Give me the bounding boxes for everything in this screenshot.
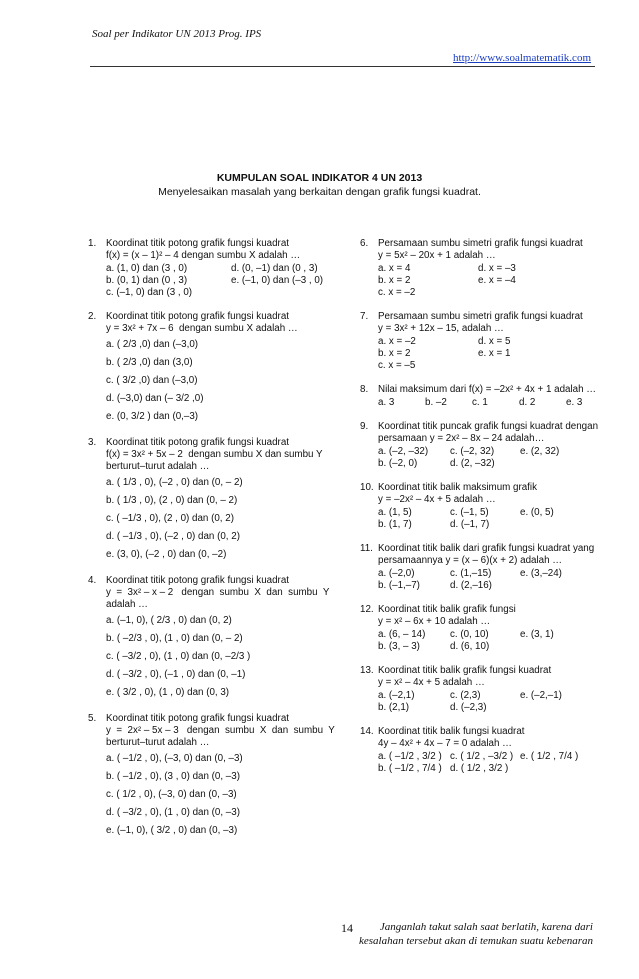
question-stem: Koordinat titik balik grafik fungsi kuadrat y = x² – 4x + 5 adalah … <box>378 665 552 688</box>
page-number: 14 <box>341 921 353 935</box>
answer-option: c. (–1, 5) <box>450 507 489 518</box>
answer-option: b. (–2, 0) <box>378 458 418 469</box>
answer-option: a. (1, 5) <box>378 507 412 518</box>
answer-option: a. ( 2/3 ,0) dan (–3,0) <box>106 339 199 350</box>
answer-option: c. x = –5 <box>378 360 416 371</box>
right-question-column <box>360 238 602 787</box>
option-row <box>378 336 602 348</box>
answer-option: e. (3, 0), (–2 , 0) dan (0, –2) <box>106 549 227 560</box>
answer-option: d. x = –3 <box>478 263 516 274</box>
question-number: 8. <box>360 384 369 395</box>
answer-option: a. (–2,0) <box>378 568 415 579</box>
question-item <box>88 575 343 701</box>
answer-options <box>106 263 343 299</box>
question-number: 14. <box>360 726 374 737</box>
answer-options <box>378 629 602 653</box>
answer-option: b. ( –1/2 , 7/4 ) <box>378 763 442 774</box>
answer-option: c. 1 <box>472 397 488 408</box>
answer-option: b. (3, – 3) <box>378 641 420 652</box>
answer-options <box>378 336 602 372</box>
answer-option: c. (2,3) <box>450 690 481 701</box>
answer-options <box>378 397 602 409</box>
option-row <box>378 507 602 519</box>
document-subtitle: Menyelesaikan masalah yang berkaitan dengan grafik fungsi kuadrat. <box>158 186 481 198</box>
question-stem: Koordinat titik puncak grafik fungsi kuadrat dengan persamaan y = 2x² – 8x – 24 adalah… <box>378 421 601 444</box>
answer-option: b. (2,1) <box>378 702 410 713</box>
answer-option <box>478 287 588 299</box>
question-number: 3. <box>88 437 97 448</box>
answer-option: e. (3, 1) <box>520 629 554 640</box>
answer-option: d. (6, 10) <box>450 641 490 652</box>
question-item <box>360 665 602 714</box>
option-row <box>378 458 602 470</box>
answer-option: c. (0, 10) <box>450 629 489 640</box>
answer-option <box>478 360 588 372</box>
answer-option: a. ( –1/2 , 3/2 ) <box>378 751 442 762</box>
answer-option: c. (1,–15) <box>450 568 492 579</box>
answer-option: a. ( –1/2 , 0), (–3, 0) dan (0, –3) <box>106 753 243 764</box>
answer-option: e. 3 <box>566 397 583 408</box>
answer-option: d. (2, –32) <box>450 458 495 469</box>
header-website-link[interactable]: http://www.soalmatematik.com <box>453 52 591 64</box>
answer-option: a. (6, – 14) <box>378 629 426 640</box>
answer-options <box>378 751 602 775</box>
question-item <box>360 421 602 470</box>
answer-option: e. (–2,–1) <box>520 690 562 701</box>
answer-option: c. ( –1/3 , 0), (2 , 0) dan (0, 2) <box>106 513 234 524</box>
answer-option: b. ( –2/3 , 0), (1 , 0) dan (0, – 2) <box>106 633 243 644</box>
option-row <box>378 568 602 580</box>
answer-option: d. ( –3/2 , 0), (1 , 0) dan (0, –3) <box>106 807 240 818</box>
question-item <box>360 238 602 299</box>
question-item <box>360 726 602 775</box>
answer-option: e. (–1, 0) dan (–3 , 0) <box>231 275 324 286</box>
question-number: 1. <box>88 238 97 249</box>
answer-option: d. ( 1/2 , 3/2 ) <box>450 763 509 774</box>
answer-option: e. (0, 5) <box>520 507 554 518</box>
question-item <box>88 311 343 425</box>
answer-option: b. x = 2 <box>378 275 411 286</box>
answer-option: d. (–1, 7) <box>450 519 490 530</box>
answer-option: c. ( 3/2 ,0) dan (–3,0) <box>106 375 198 386</box>
question-number: 13. <box>360 665 374 676</box>
question-item <box>360 543 602 592</box>
question-number: 12. <box>360 604 374 615</box>
answer-option: b. –2 <box>425 397 447 408</box>
answer-option: c. (–1, 0) dan (3 , 0) <box>106 287 193 298</box>
question-stem: Koordinat titik potong grafik fungsi kuadrat f(x) = (x – 1)² – 4 dengan sumbu X adalah … <box>106 238 301 261</box>
option-row <box>378 360 602 372</box>
option-row <box>378 629 602 641</box>
answer-options <box>378 568 602 592</box>
answer-option: a. (1, 0) dan (3 , 0) <box>106 263 188 274</box>
answer-option: d. x = 5 <box>478 336 511 347</box>
question-stem: Koordinat titik potong grafik fungsi kuadrat y = 3x² – x – 2 dengan sumbu X dan sumbu Y adalah … <box>106 575 330 610</box>
answer-option: b. (0, 1) dan (0 , 3) <box>106 275 188 286</box>
answer-options <box>378 446 602 470</box>
answer-option: b. ( –1/2 , 0), (3 , 0) dan (0, –3) <box>106 771 240 782</box>
answer-options <box>378 507 602 531</box>
answer-options <box>378 263 602 299</box>
question-stem: Persamaan sumbu simetri grafik fungsi kuadrat y = 3x² + 12x – 15, adalah … <box>378 311 583 334</box>
footer-quote: Janganlah takut salah saat berlatih, karena dari kesalahan tersebut akan di temukan suatu kebenaran <box>358 921 593 947</box>
option-row <box>378 751 602 763</box>
answer-option: d. (–3,0) dan (– 3/2 ,0) <box>106 393 204 404</box>
answer-option: e. ( 1/2 , 7/4 ) <box>520 751 579 762</box>
answer-option <box>520 763 600 775</box>
answer-options <box>106 751 343 839</box>
question-stem: Koordinat titik balik grafik fungsi y = x² – 6x + 10 adalah … <box>378 604 516 627</box>
answer-option: b. (–1,–7) <box>378 580 420 591</box>
answer-option: b. x = 2 <box>378 348 411 359</box>
answer-option: a. (–2, –32) <box>378 446 429 457</box>
answer-option <box>520 702 600 714</box>
answer-option: e. ( 3/2 , 0), (1 , 0) dan (0, 3) <box>106 687 230 698</box>
question-item <box>88 437 343 563</box>
answer-options <box>106 337 343 425</box>
option-row <box>378 690 602 702</box>
answer-option: b. ( 2/3 ,0) dan (3,0) <box>106 357 193 368</box>
answer-option: e. (–1, 0), ( 3/2 , 0) dan (0, –3) <box>106 825 238 836</box>
answer-option: a. (–2,1) <box>378 690 415 701</box>
answer-options <box>106 475 343 563</box>
answer-option: a. x = 4 <box>378 263 411 274</box>
answer-option: a. 3 <box>378 397 395 408</box>
option-row <box>106 263 343 275</box>
question-stem: Koordinat titik potong grafik fungsi kuadrat y = 2x² – 5x – 3 dengan sumbu X dan sumbu Y berturut–turut adalah … <box>106 713 335 748</box>
question-number: 7. <box>360 311 369 322</box>
question-stem: Koordinat titik balik fungsi kuadrat 4y – 4x² + 4x – 7 = 0 adalah … <box>378 726 525 749</box>
answer-option: a. (–1, 0), ( 2/3 , 0) dan (0, 2) <box>106 615 232 626</box>
answer-option <box>520 580 600 592</box>
option-row <box>378 446 602 458</box>
option-row <box>378 641 602 653</box>
answer-option: c. x = –2 <box>378 287 416 298</box>
answer-option: c. (–2, 32) <box>450 446 495 457</box>
answer-option: d. ( –1/3 , 0), (–2 , 0) dan (0, 2) <box>106 531 240 542</box>
option-row <box>378 580 602 592</box>
question-stem: Persamaan sumbu simetri grafik fungsi kuadrat y = 5x² – 20x + 1 adalah … <box>378 238 583 261</box>
question-item <box>88 713 343 839</box>
question-stem: Nilai maksimum dari f(x) = –2x² + 4x + 1 adalah … <box>378 384 597 395</box>
question-item <box>360 482 602 531</box>
question-item <box>360 384 602 409</box>
answer-option <box>520 641 600 653</box>
answer-option: e. (2, 32) <box>520 446 560 457</box>
answer-option <box>520 519 600 531</box>
option-row <box>106 275 343 287</box>
question-number: 2. <box>88 311 97 322</box>
question-item <box>360 311 602 372</box>
option-row <box>378 397 602 409</box>
option-row <box>378 763 602 775</box>
option-row <box>106 287 343 299</box>
header-title: Soal per Indikator UN 2013 Prog. IPS <box>92 28 262 40</box>
answer-option: d. (0, –1) dan (0 , 3) <box>231 263 318 274</box>
answer-option: c. ( 1/2 , –3/2 ) <box>450 751 514 762</box>
answer-options <box>378 690 602 714</box>
answer-option <box>231 287 361 299</box>
question-number: 10. <box>360 482 374 493</box>
question-number: 9. <box>360 421 369 432</box>
question-item <box>360 604 602 653</box>
answer-option: b. (1, 7) <box>378 519 412 530</box>
question-stem: Koordinat titik potong grafik fungsi kuadrat y = 3x² + 7x – 6 dengan sumbu X adalah … <box>106 311 298 334</box>
answer-option: c. ( –3/2 , 0), (1 , 0) dan (0, –2/3 ) <box>106 651 251 662</box>
question-number: 11. <box>360 543 373 554</box>
question-stem: Koordinat titik balik dari grafik fungsi kuadrat yang persamaannya y = (x – 6)(x + 2) adalah … <box>378 543 597 566</box>
answer-option: a. x = –2 <box>378 336 416 347</box>
question-item <box>88 238 343 299</box>
question-number: 4. <box>88 575 97 586</box>
answer-option: d. (2,–16) <box>450 580 492 591</box>
question-stem: Koordinat titik balik maksimum grafik y = –2x² – 4x + 5 adalah … <box>378 482 537 505</box>
answer-option: d. ( –3/2 , 0), (–1 , 0) dan (0, –1) <box>106 669 246 680</box>
question-number: 5. <box>88 713 97 724</box>
answer-option <box>520 458 600 470</box>
question-number: 6. <box>360 238 369 249</box>
document-title: KUMPULAN SOAL INDIKATOR 4 UN 2013 <box>216 172 423 184</box>
answer-option: a. ( 1/3 , 0), (–2 , 0) dan (0, – 2) <box>106 477 243 488</box>
answer-option: e. x = 1 <box>478 348 511 359</box>
option-row <box>378 348 602 360</box>
option-row <box>378 702 602 714</box>
option-row <box>378 275 602 287</box>
header-divider <box>90 66 595 67</box>
option-row <box>378 263 602 275</box>
answer-options <box>106 613 343 701</box>
answer-option: e. x = –4 <box>478 275 516 286</box>
answer-option: b. ( 1/3 , 0), (2 , 0) dan (0, – 2) <box>106 495 238 506</box>
question-stem: Koordinat titik potong grafik fungsi kuadrat f(x) = 3x² + 5x – 2 dengan sumbu X dan sumbu Y berturut–turut adalah … <box>106 437 323 472</box>
answer-option: e. (3,–24) <box>520 568 562 579</box>
answer-option: c. ( 1/2 , 0), (–3, 0) dan (0, –3) <box>106 789 237 800</box>
left-question-column <box>88 238 343 851</box>
answer-option: e. (0, 3/2 ) dan (0,–3) <box>106 411 199 422</box>
option-row <box>378 519 602 531</box>
answer-option: d. 2 <box>519 397 536 408</box>
answer-option: d. (–2,3) <box>450 702 487 713</box>
option-row <box>378 287 602 299</box>
